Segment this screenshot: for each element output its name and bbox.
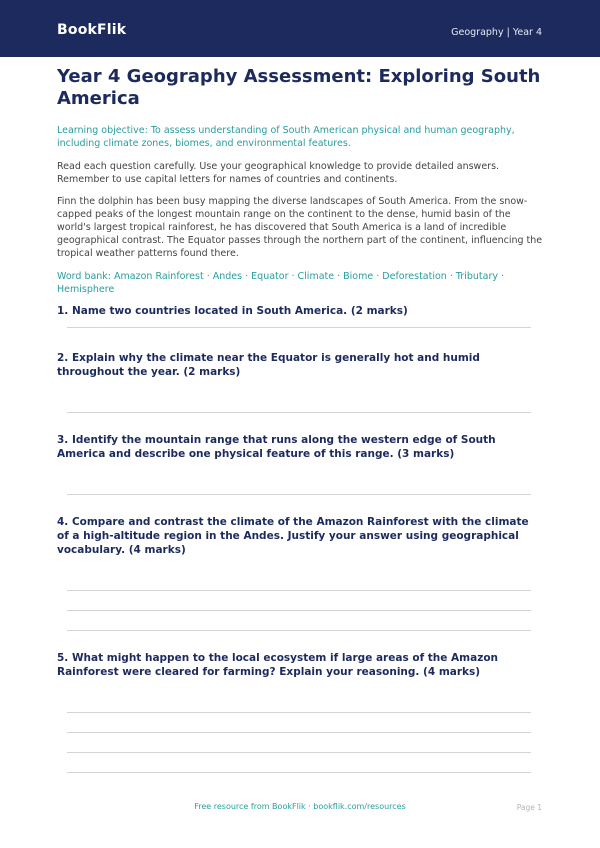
brand-logo[interactable]: BookFlik: [57, 22, 127, 38]
answer-line[interactable]: [67, 732, 531, 733]
footer-resource-link[interactable]: Free resource from BookFlik · bookflik.com/resources: [194, 802, 406, 811]
intro-section: [57, 66, 543, 296]
page-title: Year 4 Geography Assessment: Exploring South America: [57, 66, 541, 109]
question-5: 5. What might happen to the local ecosystem if large areas of the Amazon Rainforest were cleared for farming? Explain your reasoning. (4 marks): [57, 652, 499, 678]
word-bank: Word bank: Amazon Rainforest · Andes · Equator · Climate · Biome · Deforestation · Tributary · Hemisphere: [57, 271, 505, 295]
answer-line[interactable]: [67, 772, 531, 773]
question-3: 3. Identify the mountain range that runs along the western edge of South America and describe one physical feature of this range. (3 marks): [57, 434, 496, 460]
story-text: Finn the dolphin has been busy mapping the diverse landscapes of South America. From the snow-capped peaks of the longest mountain range on the continent to the dense, humid basin of the world's largest tropical rainforest, he has discovered that South America is a land of incredible geographical contrast. The Equator passes through the northern part of the continent, influencing the tropical weather patterns found there.: [57, 196, 543, 259]
page-number: Page 1: [516, 803, 542, 812]
page-header: [0, 0, 600, 57]
subject-year-label: Geography | Year 4: [451, 27, 542, 38]
instructions-text: Read each question carefully. Use your geographical knowledge to provide detailed answers. Remember to use capital letters for names of countries and continents.: [57, 161, 500, 185]
answer-line[interactable]: [67, 590, 531, 591]
answer-line[interactable]: [67, 494, 531, 495]
question-1: 1. Name two countries located in South America. (2 marks): [57, 305, 408, 317]
answer-line[interactable]: [67, 412, 531, 413]
question-2: 2. Explain why the climate near the Equator is generally hot and humid throughout the year. (2 marks): [57, 352, 480, 378]
learning-objective: Learning objective: To assess understanding of South American physical and human geography, including climate zones, biomes, and environmental features.: [57, 125, 515, 149]
answer-line[interactable]: [67, 327, 531, 328]
answer-line[interactable]: [67, 712, 531, 713]
question-4: 4. Compare and contrast the climate of the Amazon Rainforest with the climate of a high-altitude region in the Andes. Justify your answer using geographical vocabulary. (4 marks): [57, 516, 529, 556]
answer-line[interactable]: [67, 610, 531, 611]
answer-line[interactable]: [67, 630, 531, 631]
answer-line[interactable]: [67, 752, 531, 753]
